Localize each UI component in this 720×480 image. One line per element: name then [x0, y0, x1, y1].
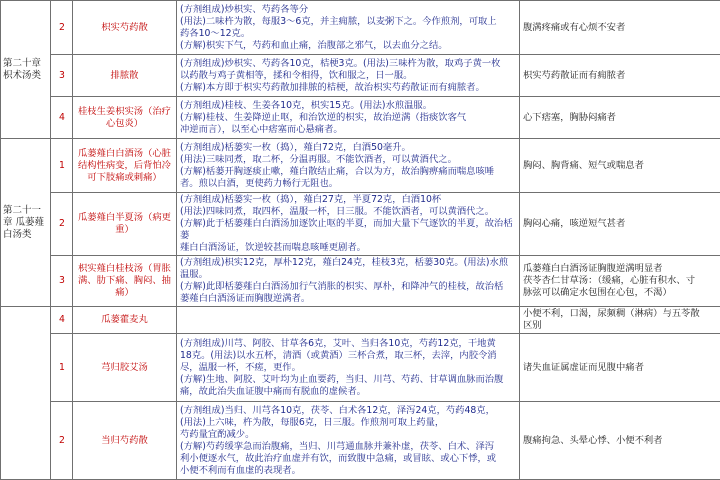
description-line: (方剂组成)炒枳实、芍药各等分	[180, 4, 517, 16]
description-line: 薤白白酒汤证，饮逆较甚而喘息咳唾更剧者。	[180, 242, 517, 254]
description-line: (用法)三味同煮，取二杯，分温再服。不能饮酒者，可以黄酒代之。	[180, 154, 517, 166]
chapter-cell: 第二十一章 瓜蒌薤白汤类	[1, 139, 51, 307]
description-line: (方解)此即栝蒌薤白白酒汤加行气消胀的枳实、厚朴，和降冲气的桂枝，故治栝	[180, 281, 517, 293]
row-number: 4	[51, 307, 73, 334]
description-line: (方剂组成)栝蒌实一枚（捣），薤白27克，半夏72克，白酒10杯	[180, 194, 517, 206]
row-number: 3	[51, 55, 73, 97]
prescription-name: 瓜蒌藿麦丸	[73, 307, 177, 334]
description-line: (方解)生地、阿胶、艾叶均为止血要药，当归、川芎、芍药、甘草调血脉而治腹	[180, 374, 517, 386]
description-line: (方解)栝蒌开胸逐痰止嗽，薤白散结止痛，合以为方，故治胸痹痛而喘息咳唾	[180, 166, 517, 178]
row-number: 4	[51, 97, 73, 139]
description-line: (方剂组成)炒枳实、芍药各10克，桔梗3克。(用法)三味杵为散，取鸡子黄一枚	[180, 58, 517, 70]
prescription-description	[177, 97, 520, 139]
prescription-name: 瓜蒌薤白白酒汤（心脏结构性病变，后背怕冷可下肢痛或刺痛）	[73, 139, 177, 193]
indication-line: 茯苓杏仁甘草汤：（缓痛，心脏有积水、寸	[523, 275, 718, 287]
indication-cell	[520, 55, 720, 97]
description-line: (方剂组成)桂枝、生姜各10克，枳实15克。(用法)水煎温服。	[180, 100, 517, 112]
description-line: 18克。(用法)以水五杯，清酒（或黄酒）三杯合煮，取三杯，去滓，内胶令消	[180, 350, 517, 362]
description-line: 冲逆而言），以至心中痞塞而心悬痛者。	[180, 124, 517, 136]
chapter-cell	[1, 307, 51, 480]
description-line: 温服。	[180, 269, 517, 281]
prescription-description	[177, 256, 520, 307]
description-line: (方解)本方即于枳实芍药散加排脓的桔梗，故治枳实芍药散证而有痈脓者。	[180, 82, 517, 94]
row-number: 2	[51, 402, 73, 480]
table-body	[1, 1, 720, 480]
indication-line: 腹痛拘急、头晕心悸、小便不利者	[523, 435, 718, 447]
row-number: 1	[51, 334, 73, 402]
table-row	[1, 402, 720, 480]
row-number: 2	[51, 193, 73, 256]
chapter-cell: 第二十章 枳术汤类	[1, 1, 51, 139]
description-line: (方剂组成)川芎、阿胶、甘草各6克，艾叶、当归各10克，芍药12克，干地黄	[180, 338, 517, 350]
description-line: 痛，故此治失血证腹中痛而有脱血的虚候者。	[180, 386, 517, 398]
prescription-name: 桂枝生姜枳实汤（治疗心包炎）	[73, 97, 177, 139]
description-line: 芍药量宜酌减少。	[180, 429, 517, 441]
prescription-description	[177, 402, 520, 480]
indication-cell	[520, 193, 720, 256]
table-row	[1, 1, 720, 55]
prescription-name: 枳实薤白桂枝汤（胃胀满、肋下痛、胸闷、抽痛）	[73, 256, 177, 307]
indication-line: 脉弦可以确定水包围在心包，不渴）	[523, 287, 718, 299]
prescription-name: 排脓散	[73, 55, 177, 97]
indication-cell	[520, 334, 720, 402]
indication-cell	[520, 256, 720, 307]
table-row	[1, 256, 720, 307]
table-row	[1, 97, 720, 139]
indication-cell	[520, 139, 720, 193]
indication-line: 心下痞塞，胸胁闷痛者	[523, 112, 718, 124]
table-row	[1, 334, 720, 402]
row-number: 3	[51, 256, 73, 307]
prescription-name: 芎归胶艾汤	[73, 334, 177, 402]
description-line: (用法)二味杵为散，每服3～6克，并主痈脓，以麦粥下之。今作煎剂，可取上	[180, 16, 517, 28]
indication-line: 区别	[523, 320, 718, 332]
description-line: (方剂组成)栝蒌实一枚（捣），薤白72克，白酒50毫升。	[180, 142, 517, 154]
description-line: (方解)此于栝蒌薤白白酒汤加逐饮止呕的半夏，而加大量下气逐饮的半夏，故治栝蒌	[180, 218, 517, 242]
description-line: 者。煎以白酒，更使药力畅行无阻也。	[180, 178, 517, 190]
table-row	[1, 193, 720, 256]
description-line: (方剂组成)枳实12克，厚朴12克，薤白24克，桂枝3克，栝蒌30克。(用法)水煎	[180, 257, 517, 269]
description-line: (方解)芍药缓挛急而治腹痛，当归、川芎通血脉并兼补虚，茯苓、白术、泽泻	[180, 441, 517, 453]
indication-line: 胸闷心痛，咳逆短气甚者	[523, 218, 718, 230]
table-row	[1, 307, 720, 334]
indication-cell	[520, 1, 720, 55]
indication-cell	[520, 307, 720, 334]
description-line: (方剂组成)当归、川芎各10克，茯苓、白术各12克，泽泻24克，芍药48克，	[180, 405, 517, 417]
table-row	[1, 55, 720, 97]
description-line: (用法)四味同煮，取四杯，温服一杯，日三服。不能饮酒者，可以黄酒代之。	[180, 206, 517, 218]
prescription-name: 枳实芍药散	[73, 1, 177, 55]
description-line: (方解)枳实下气，芍药和血止痛，治腹部之邪气，以去血分之结。	[180, 40, 517, 52]
indication-line: 腹满疼痛或有心烦不安者	[523, 22, 718, 34]
prescription-description	[177, 193, 520, 256]
indication-cell	[520, 402, 720, 480]
description-line: 利小便逐水气，故此治疗血虚并有饮，而致腹中急痛，或冒眩、或心下悸，或	[180, 453, 517, 465]
indication-line: 胸闷、胸背痛、短气或喘息者	[523, 160, 718, 172]
prescription-name: 当归芍药散	[73, 402, 177, 480]
row-number: 2	[51, 1, 73, 55]
indication-line: 瓜蒌薤白白酒汤证胸腹逆满明显者	[523, 263, 718, 275]
prescription-name: 瓜蒌薤白半夏汤（病更重）	[73, 193, 177, 256]
description-line: 以药散与鸡子黄相等，揉和令相得，饮和服之，日一服。	[180, 70, 517, 82]
indication-line: 诸失血证属虚证而见腹中痛者	[523, 362, 718, 374]
indication-line: 小便不利，口渴，尿频稠（淋病）与五苓散	[523, 308, 718, 320]
description-line: 药各10～12克。	[180, 28, 517, 40]
indication-line: 枳实芍药散证而有痈脓者	[523, 70, 718, 82]
row-number: 1	[51, 139, 73, 193]
prescription-description	[177, 334, 520, 402]
description-line: (方解)桂枝、生姜降逆止呕，和治饮逆的枳实，故治逆满（指痰饮客气	[180, 112, 517, 124]
prescription-description	[177, 55, 520, 97]
table-row	[1, 139, 720, 193]
description-line: (用法)上六味，杵为散，每服6克，日三服。作煎剂可取上药量，	[180, 417, 517, 429]
description-line: 蒌薤白白酒汤证而胸腹逆满者。	[180, 293, 517, 305]
prescription-description	[177, 307, 520, 334]
description-line: 尽，温服一杯，不瘥，更作。	[180, 362, 517, 374]
prescription-description	[177, 139, 520, 193]
description-line: 小便不利而有血虚的表现者。	[180, 465, 517, 477]
indication-cell	[520, 97, 720, 139]
prescription-description	[177, 1, 520, 55]
